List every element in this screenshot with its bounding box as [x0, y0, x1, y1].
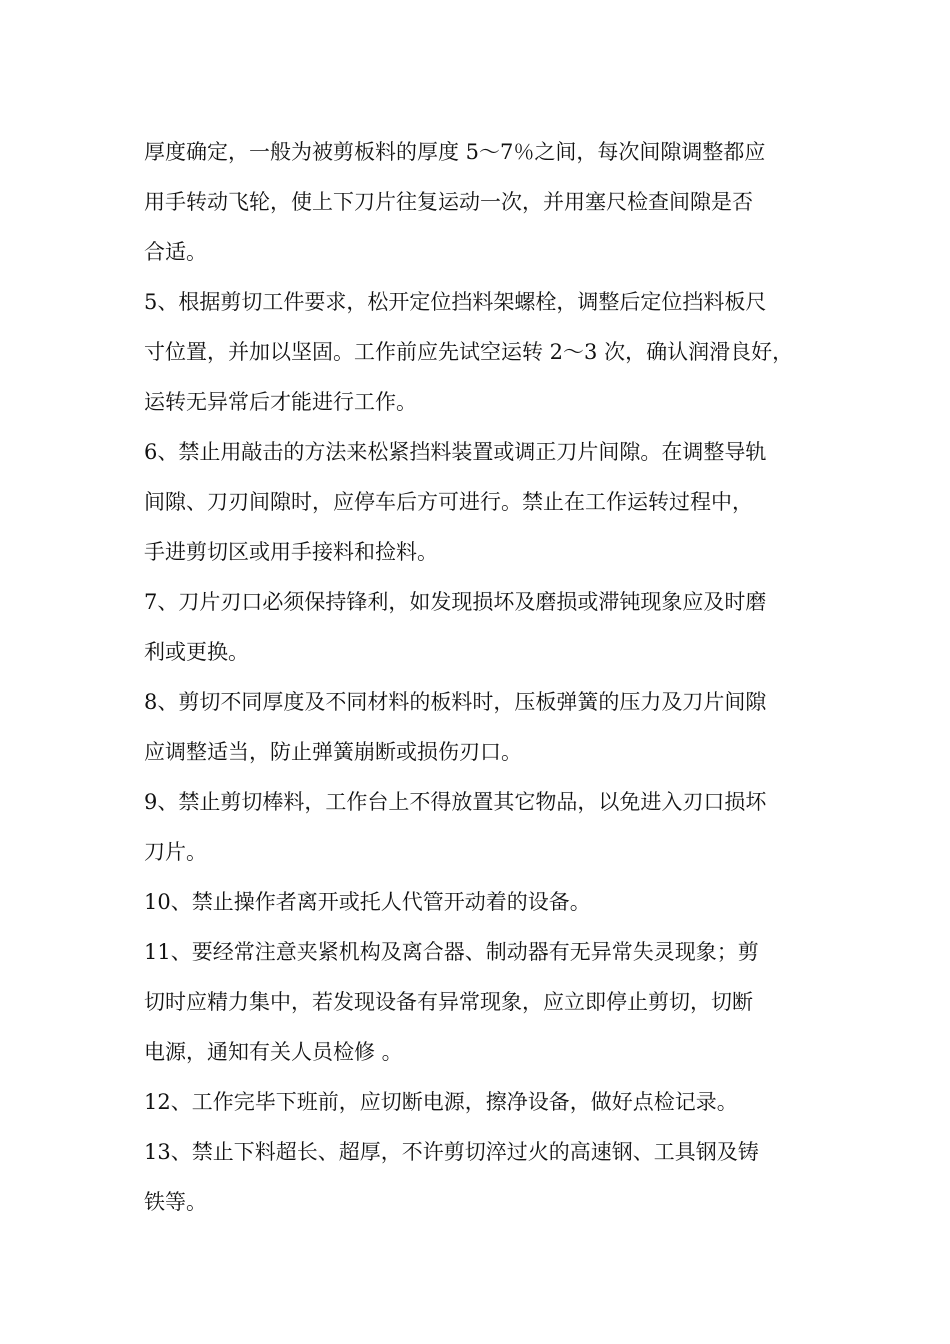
text-line: 间隙、刀刃间隙时，应停车后方可进行。禁止在工作运转过程中， [144, 490, 753, 514]
text-line: 应调整适当，防止弹簧崩断或损伤刃口。 [144, 740, 522, 764]
text-line: 9、禁止剪切棒料，工作台上不得放置其它物品，以免进入刃口损坏 [144, 790, 767, 814]
text-line: 合适。 [144, 240, 207, 264]
text-line: 厚度确定，一般为被剪板料的厚度 5～7％之间，每次间隙调整都应 [144, 140, 766, 164]
text-line: 6、禁止用敲击的方法来松紧挡料装置或调正刀片间隙。在调整导轨 [144, 440, 767, 464]
text-line: 切时应精力集中，若发现设备有异常现象，应立即停止剪切，切断 [144, 990, 753, 1014]
text-line: 铁等。 [144, 1190, 207, 1214]
text-line: 寸位置，并加以坚固。工作前应先试空运转 2～3 次，确认润滑良好， [144, 340, 794, 364]
text-line: 10、禁止操作者离开或托人代管开动着的设备。 [144, 890, 591, 914]
text-line: 12、工作完毕下班前，应切断电源，擦净设备，做好点检记录。 [144, 1090, 738, 1114]
text-line: 用手转动飞轮，使上下刀片往复运动一次，并用塞尺检查间隙是否 [144, 190, 753, 214]
text-line: 7、刀片刃口必须保持锋利，如发现损坏及磨损或滞钝现象应及时磨 [144, 590, 767, 614]
text-line: 刀片。 [144, 840, 207, 864]
text-line: 手进剪切区或用手接料和捡料。 [144, 540, 438, 564]
document-body [144, 127, 812, 1227]
text-line: 11、要经常注意夹紧机构及离合器、制动器有无异常失灵现象；剪 [144, 940, 759, 964]
text-line: 利或更换。 [144, 640, 249, 664]
text-line: 电源，通知有关人员检修 。 [144, 1040, 403, 1064]
text-line: 5、根据剪切工件要求，松开定位挡料架螺栓，调整后定位挡料板尺 [144, 290, 767, 314]
text-line: 8、剪切不同厚度及不同材料的板料时，压板弹簧的压力及刀片间隙 [144, 690, 767, 714]
text-line: 运转无异常后才能进行工作。 [144, 390, 417, 414]
text-line: 13、禁止下料超长、超厚，不许剪切淬过火的高速钢、工具钢及铸 [144, 1140, 759, 1164]
